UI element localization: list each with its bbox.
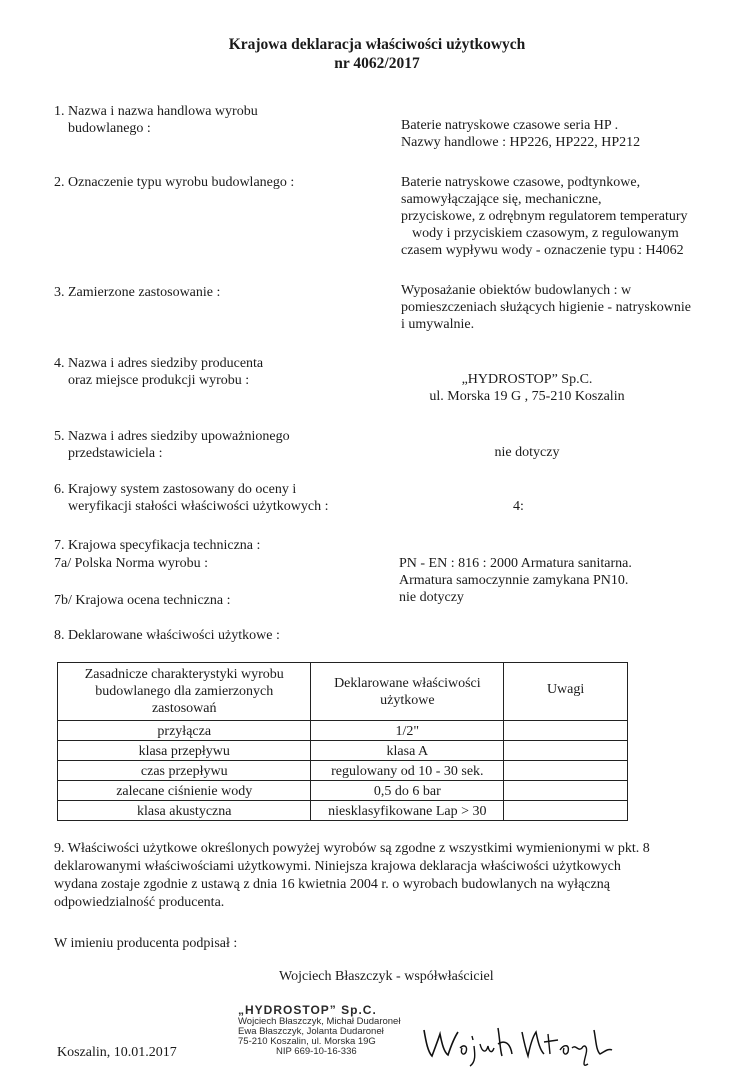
s7b-value: nie dotyczy bbox=[399, 590, 464, 605]
s7a-label: 7a/ Polska Norma wyrobu : bbox=[54, 556, 208, 571]
s3-value-line1: Wyposażanie obiektów budowlanych : w bbox=[401, 283, 632, 298]
header-remarks: Uwagi bbox=[504, 663, 628, 721]
row-value: niesklasyfikowane Lap > 30 bbox=[311, 801, 504, 821]
s7a-value-line2: Armatura samoczynnie zamykana PN10. bbox=[399, 573, 629, 588]
company-stamp bbox=[238, 1003, 428, 1057]
row-characteristic: przyłącza bbox=[58, 721, 311, 741]
row-remark bbox=[504, 781, 628, 801]
row-remark bbox=[504, 761, 628, 781]
row-characteristic: klasa przepływu bbox=[58, 741, 311, 761]
row-remark bbox=[504, 741, 628, 761]
row-characteristic: zalecane ciśnienie wody bbox=[58, 781, 311, 801]
stamp-company: „HYDROSTOP” Sp.C. bbox=[238, 1003, 377, 1017]
s3-value-line2: pomieszczeniach służących higienie - natryskownie bbox=[401, 300, 691, 315]
header-characteristics: Zasadnicze charakterystyki wyrobu budowlanego dla zamierzonych zastosowań bbox=[58, 663, 311, 721]
s2-value-line3: przyciskowe, z odrębnym regulatorem temperatury bbox=[401, 209, 688, 224]
s7-label: 7. Krajowa specyfikacja techniczna : bbox=[54, 538, 261, 553]
header-declared: Deklarowane właściwości użytkowe bbox=[311, 663, 504, 721]
s1-label-line2: budowlanego : bbox=[68, 121, 151, 136]
table-row bbox=[58, 741, 628, 761]
s5-value: nie dotyczy bbox=[494, 445, 560, 460]
row-remark bbox=[504, 801, 628, 821]
table-row bbox=[58, 721, 628, 741]
s2-value-line1: Baterie natryskowe czasowe, podtynkowe, bbox=[401, 175, 641, 190]
s7a-value-line1: PN - EN : 816 : 2000 Armatura sanitarna. bbox=[399, 556, 632, 571]
producer-name: „HYDROSTOP” Sp.C. bbox=[461, 372, 593, 387]
s6-label-line1: 6. Krajowy system zastosowany do oceny i bbox=[54, 482, 297, 497]
document-title: Krajowa deklaracja właściwości użytkowych bbox=[228, 36, 526, 53]
s9-line2: deklarowanymi właściwościami użytkowymi. Niniejsza krajowa deklaracja właściwości użytkowych bbox=[54, 859, 621, 874]
properties-table bbox=[57, 662, 628, 821]
s4-label-line2: oraz miejsce produkcji wyrobu : bbox=[68, 373, 250, 388]
s5-label-line2: przedstawiciela : bbox=[68, 446, 163, 461]
table-row bbox=[58, 781, 628, 801]
stamp-address: 75-210 Koszalin, ul. Morska 19G bbox=[238, 1036, 376, 1047]
s1-label-line1: 1. Nazwa i nazwa handlowa wyrobu bbox=[54, 104, 258, 119]
stamp-owners-1: Wojciech Błaszczyk, Michał Dudaroneł bbox=[238, 1016, 401, 1027]
s1-value-line1: Baterie natryskowe czasowe seria HP . bbox=[401, 118, 619, 133]
s3-label: 3. Zamierzone zastosowanie : bbox=[54, 285, 221, 300]
row-value: klasa A bbox=[311, 741, 504, 761]
s2-value-line2: samowyłączające się, mechaniczne, bbox=[401, 192, 602, 207]
producer-address: ul. Morska 19 G , 75-210 Koszalin bbox=[429, 389, 625, 404]
row-remark bbox=[504, 721, 628, 741]
s3-value-line3: i umywalnie. bbox=[401, 317, 475, 332]
row-value: 1/2" bbox=[311, 721, 504, 741]
s4-label-line1: 4. Nazwa i adres siedziby producenta bbox=[54, 356, 264, 371]
s1-value-line2: Nazwy handlowe : HP226, HP222, HP212 bbox=[401, 135, 641, 150]
signatory-name: Wojciech Błaszczyk - współwłaściciel bbox=[279, 969, 494, 984]
s2-value-line4: wody i przyciskiem czasowym, z regulowanym bbox=[412, 226, 679, 241]
s5-label-line1: 5. Nazwa i adres siedziby upoważnionego bbox=[54, 429, 290, 444]
document-number: nr 4062/2017 bbox=[334, 55, 420, 72]
row-value: 0,5 do 6 bar bbox=[311, 781, 504, 801]
stamp-nip: NIP 669-10-16-336 bbox=[276, 1046, 357, 1057]
signed-by-label: W imieniu producenta podpisał : bbox=[54, 936, 238, 951]
s6-label-line2: weryfikacji stałości właściwości użytkowych : bbox=[68, 499, 329, 514]
s7b-label: 7b/ Krajowa ocena techniczna : bbox=[54, 593, 231, 608]
s6-value: 4: bbox=[513, 499, 524, 514]
handwritten-signature bbox=[418, 1018, 618, 1070]
s9-line4: odpowiedzialność producenta. bbox=[54, 895, 225, 910]
table-row bbox=[58, 761, 628, 781]
s9-line3: wydana zostaje zgodnie z ustawą z dnia 16 kwietnia 2004 r. o wyrobach budowlanych na wyłączną bbox=[54, 877, 610, 892]
s8-label: 8. Deklarowane właściwości użytkowe : bbox=[54, 628, 280, 643]
table-header-row bbox=[58, 663, 628, 721]
row-characteristic: czas przepływu bbox=[58, 761, 311, 781]
s2-value-line5: czasem wypływu wody - oznaczenie typu : H4062 bbox=[401, 243, 684, 258]
stamp-owners-2: Ewa Błaszczyk, Jolanta Dudaroneł bbox=[238, 1026, 384, 1037]
s2-label: 2. Oznaczenie typu wyrobu budowlanego : bbox=[54, 175, 295, 190]
place-date: Koszalin, 10.01.2017 bbox=[57, 1045, 177, 1060]
s9-line1: 9. Właściwości użytkowe określonych powyżej wyrobów są zgodne z wszystkimi wymienionymi w pkt. 8 bbox=[54, 841, 650, 856]
row-characteristic: klasa akustyczna bbox=[58, 801, 311, 821]
row-value: regulowany od 10 - 30 sek. bbox=[311, 761, 504, 781]
table-row bbox=[58, 801, 628, 821]
